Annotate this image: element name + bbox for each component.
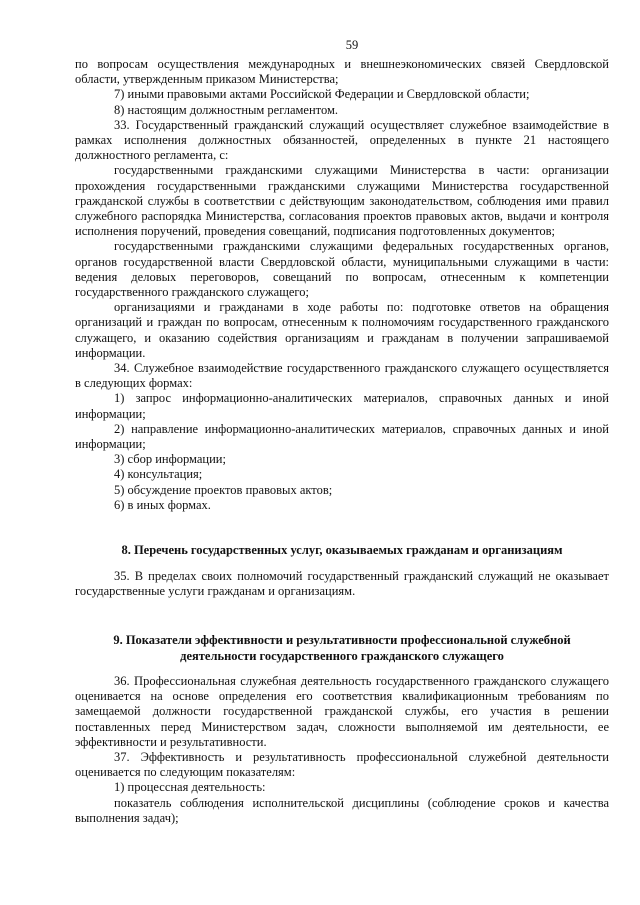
spacer (75, 599, 609, 633)
indicator-discipline: показатель соблюдения исполнительской дисциплины (соблюдение сроков и качества выполнения задач); (75, 795, 609, 825)
form-item-1: 1) запрос информационно-аналитических материалов, справочных данных и иной информации; (75, 391, 609, 421)
paragraph-continuation: по вопросам осуществления международных и внешнеэкономических связей Свердловской области, утвержденным приказом Министерства; (75, 57, 609, 87)
page-number: 59 (345, 38, 359, 52)
list-item-8: 8) настоящим должностным регламентом. (114, 102, 339, 117)
paragraph-35: 35. В пределах своих полномочий государственный гражданский служащий не оказывает государственные услуги гражданам и организациям. (75, 568, 609, 598)
list-item-7: 7) иными правовыми актами Российской Федерации и Свердловской области; (114, 87, 530, 102)
section-heading-8: 8. Перечень государственных услуг, оказываемых гражданам и организациям (121, 543, 563, 558)
paragraph-ministry-employees: государственными гражданскими служащими Министерства в части: организации прохождения государственными гражданскими служащими Министерства государственной гражданской службы в соответствии с действующим законодательством, соблюдения ими правил служебного распорядка Министерства, согласования проектов правовых актов, выдачи и контроля исполнения поручений, проведения совещаний, подписания подготовленных документов; (75, 163, 609, 239)
form-item-6: 6) в иных формах. (114, 497, 211, 512)
paragraph-federal-employees: государственными гражданскими служащими федеральных государственных органов, органов государственной власти Свердловской области, муниципальными служащими в части: ведения деловых переговоров, совещаний по вопросам, отнесенным к компетенции государственного гражданского служащего; (75, 239, 609, 300)
paragraph-33: 33. Государственный гражданский служащий осуществляет служебное взаимодействие в рамках исполнения должностных обязанностей, определенных в пункте 21 настоящего должностного регламента, с: (75, 117, 609, 163)
form-item-3: 3) сбор информации; (114, 452, 226, 467)
section-heading-9: 9. Показатели эффективности и результативности профессиональной служебной деятельности государственного гражданского служащего (113, 633, 571, 663)
paragraph-36: 36. Профессиональная служебная деятельность государственного гражданского служащего оценивается на основе определения его соответствия квалификационным требованиям по замещаемой должности государственной гражданской службы, его участия в решении поставленных перед Министерством задач, сложности выполняемой им деятельности, ее эффективности и результативности. (75, 674, 609, 749)
spacer (75, 513, 609, 543)
paragraph-37: 37. Эффективность и результативность профессиональной служебной деятельности оценивается по следующим показателям: (75, 750, 609, 780)
form-item-5: 5) обсуждение проектов правовых актов; (114, 482, 333, 497)
spacer (75, 664, 609, 674)
form-item-4: 4) консультация; (114, 467, 203, 482)
indicator-item-1: 1) процессная деятельность: (114, 780, 266, 795)
form-item-2: 2) направление информационно-аналитических материалов, справочных данных и иной информации; (75, 421, 609, 452)
paragraph-organizations: организациями и гражданами в ходе работы по: подготовке ответов на обращения организаций и граждан по вопросам, отнесенным к полномочиям государственного гражданского служащего, и оказанию содействия организациям и гражданам в получении запрашиваемой информации. (75, 300, 609, 360)
spacer (75, 559, 609, 569)
paragraph-34: 34. Служебное взаимодействие государственного гражданского служащего осуществляется в следующих формах: (75, 361, 609, 391)
